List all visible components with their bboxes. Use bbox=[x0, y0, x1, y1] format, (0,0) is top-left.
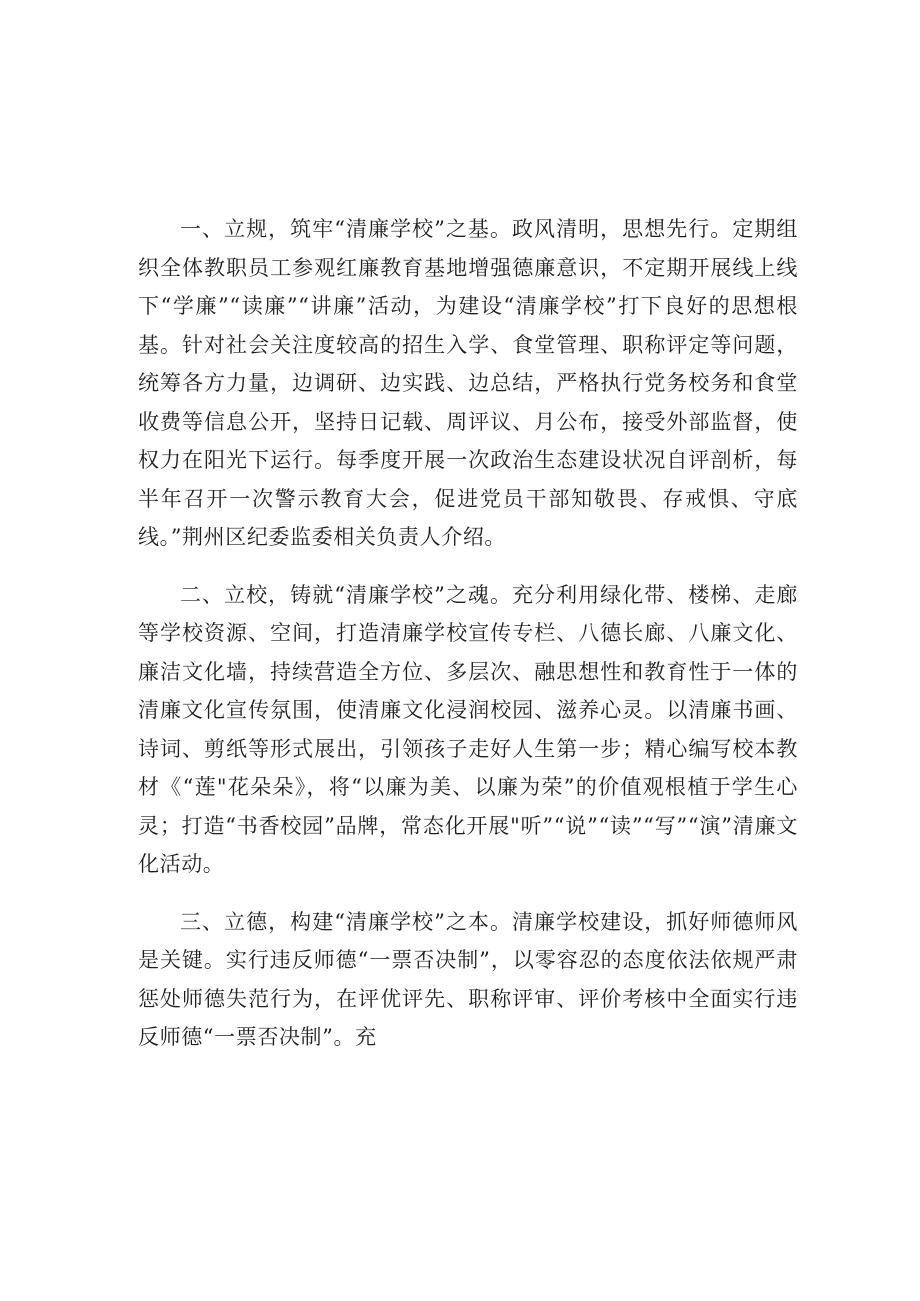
paragraph-1: 一、立规，筑牢“清廉学校”之基。政风清明，思想先行。定期组织全体教职员工参观红廉教育基地增强德廉意识，不定期开展线上线下“学廉”“读廉”“讲廉”活动，为建设“清廉学校”打下良好的思想根基。针对社会关注度较高的招生入学、食堂管理、职称评定等问题，统筹各方力量，边调研、边实践、边总结，严格执行党务校务和食堂收费等信息公开，坚持日记载、周评议、月公布，接受外部监督，使权力在阳光下运行。每季度开展一次政治生态建设状况自评剖析，每半年召开一次警示教育大会，促进党员干部知敬畏、存戒惧、守底线。”荆州区纪委监委相关负责人介绍。 bbox=[138, 217, 798, 549]
paragraph-2: 二、立校，铸就“清廉学校”之魂。充分利用绿化带、楼梯、走廊等学校资源、空间，打造清廉学校宣传专栏、八德长廊、八廉文化、廉洁文化墙，持续营造全方位、多层次、融思想性和教育性于一体的清廉文化宣传氛围，使清廉文化浸润校园、滋养心灵。以清廉书画、诗词、剪纸等形式展出，引领孩子走好人生第一步；精心编写校本教材《“莲"花朵朵》，将“以廉为美、以廉为荣”的价值观根植于学生心灵；打造“书香校园”品牌，常态化开展"听”“说”“读”“写”“演”清廉文化活动。 bbox=[138, 582, 798, 876]
document-body bbox=[138, 210, 798, 1076]
paragraph-3: 三、立德，构建“清廉学校”之本。清廉学校建设，抓好师德师风是关键。实行违反师德“一票否决制”，以零容忍的态度依法依规严肃惩处师德失范行为，在评优评先、职称评审、评价考核中全面实行违反师德“一票否决制”。充 bbox=[138, 909, 798, 1049]
